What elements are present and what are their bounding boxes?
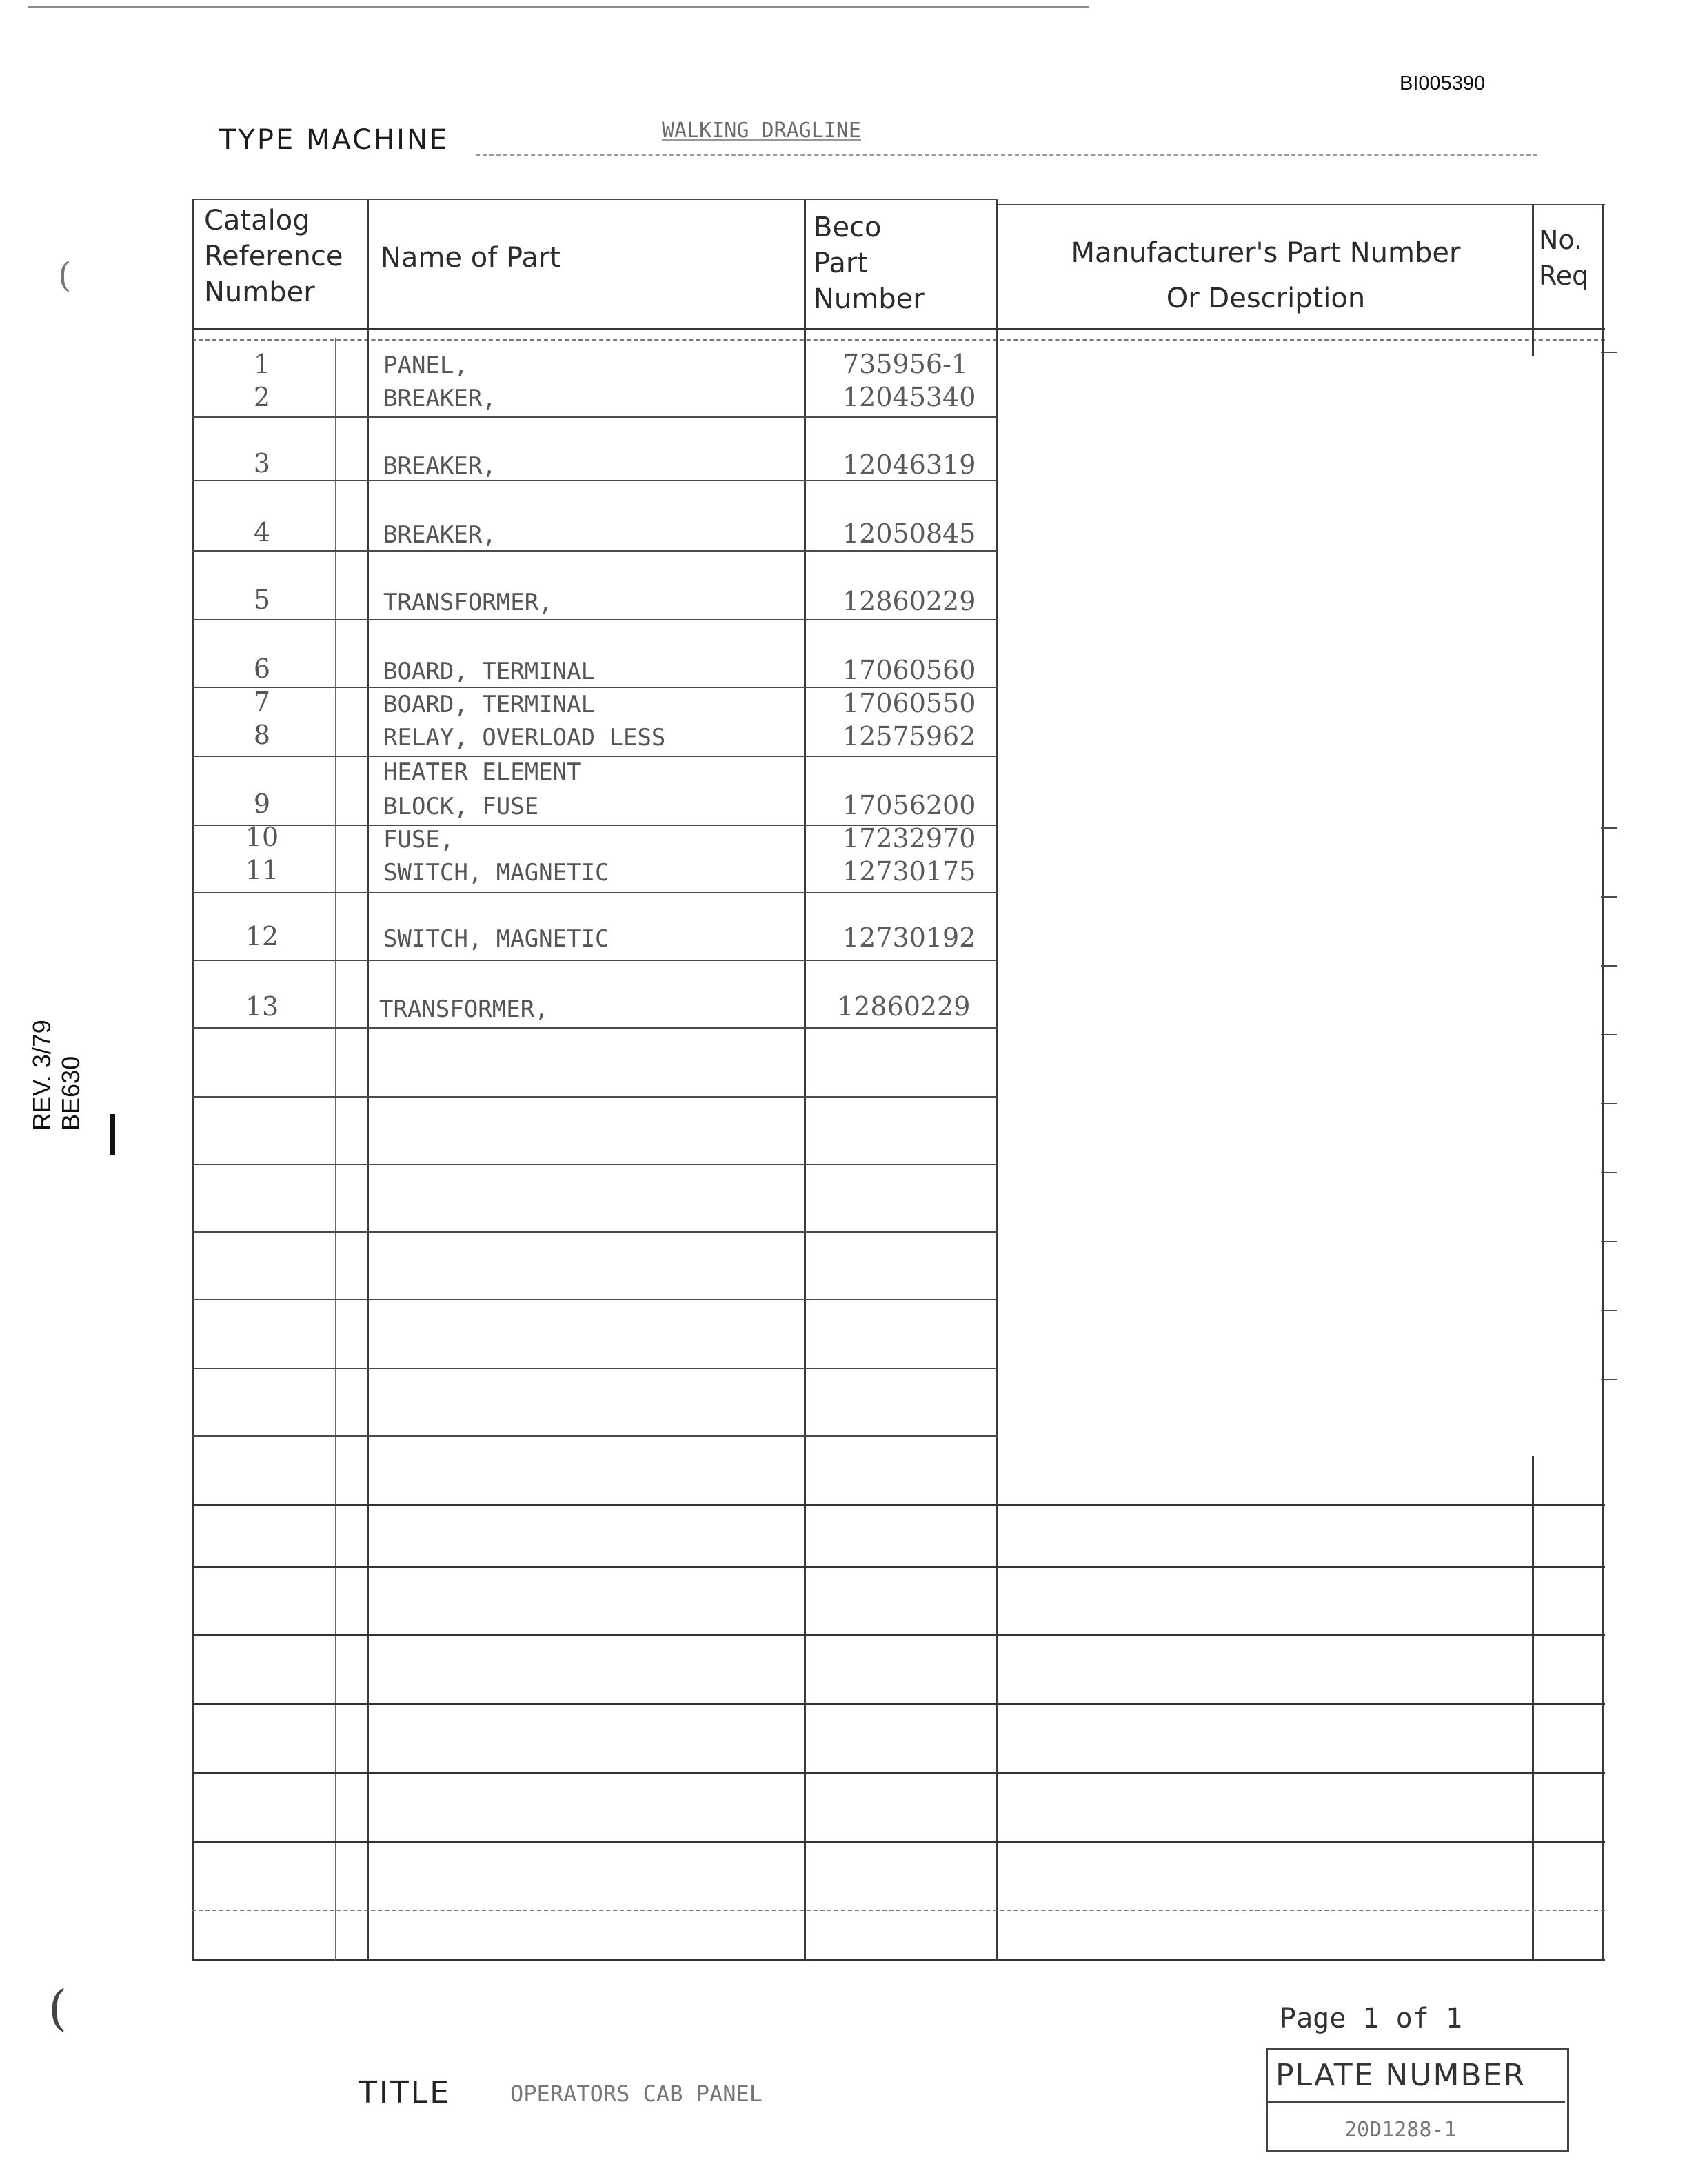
name-cell: FUSE, (383, 826, 454, 853)
row-rule-full (192, 1566, 1605, 1568)
margin-tick (1601, 827, 1617, 829)
name-cell: TRANSFORMER, (383, 589, 553, 616)
part-number-cell: 17060560 (842, 655, 976, 685)
margin-tick (1601, 1379, 1617, 1380)
part-number-cell: 12050845 (842, 518, 976, 549)
page-indicator: Page 1 of 1 (1280, 2003, 1462, 2034)
col-border-mfr-top (1532, 204, 1534, 356)
margin-bar (110, 1114, 115, 1155)
row-rule-full (192, 1910, 1605, 1911)
row-rule (192, 756, 997, 757)
ref-cell: 3 (253, 448, 271, 478)
ref-cell: 9 (253, 789, 271, 819)
ref-cell: 10 (245, 822, 279, 852)
margin-tick (1601, 352, 1617, 353)
header-req-line: Req (1539, 261, 1589, 291)
row-rule (192, 619, 997, 620)
name-cell: TRANSFORMER, (379, 995, 549, 1023)
row-rule-full (192, 1772, 1605, 1774)
title-label: TITLE (359, 2075, 452, 2110)
ref-cell: 11 (245, 855, 279, 885)
binding-mark: ( (48, 1980, 68, 2036)
margin-tick (1601, 896, 1617, 898)
row-rule (192, 550, 997, 552)
name-cell: BREAKER, (383, 385, 496, 412)
col-border-ref (367, 200, 369, 1961)
ref-cell: 2 (253, 382, 271, 412)
header-beco-line3: Number (814, 283, 925, 315)
name-cell: HEATER ELEMENT (383, 758, 581, 786)
type-machine-line (476, 154, 1537, 156)
binding-mark: ( (58, 255, 72, 295)
part-number-cell: 12730192 (842, 922, 976, 953)
table-top-border-right (998, 204, 1605, 205)
margin-tick (1601, 1103, 1617, 1104)
part-number-cell: 735956-1 (842, 349, 969, 379)
ref-cell: 8 (253, 720, 271, 750)
col-border-right (1602, 204, 1604, 1961)
type-machine-value: WALKING DRAGLINE (662, 119, 861, 143)
part-number-cell: 17060550 (842, 688, 976, 718)
margin-revision: REV. 3/79 (28, 1020, 56, 1131)
header-name-of-part: Name of Part (381, 242, 561, 274)
header-catalog (204, 203, 343, 310)
name-cell: RELAY, OVERLOAD LESS (383, 724, 666, 751)
row-rule-full (192, 1703, 1605, 1705)
part-number-cell: 17056200 (842, 790, 976, 820)
row-rule (192, 1368, 997, 1369)
header-beco-line2: Part (814, 247, 868, 279)
col-border-mfr-bottom (1532, 1456, 1534, 1961)
margin-tick (1601, 1241, 1617, 1242)
table-top-border (192, 199, 998, 200)
name-cell: BREAKER, (383, 452, 496, 480)
header-manufacturer (1018, 230, 1514, 321)
header-bottom-border-2 (192, 339, 1605, 341)
row-rule-full (192, 1634, 1605, 1636)
row-rule (192, 416, 997, 418)
header-bottom-border (192, 328, 1605, 330)
header-catalog-line3: Number (204, 276, 315, 308)
header-beco-line1: Beco (814, 212, 882, 243)
margin-revision-stamp (28, 1020, 85, 1131)
name-cell: BOARD, TERMINAL (383, 691, 596, 718)
name-cell: BOARD, TERMINAL (383, 658, 596, 685)
ref-cell: 5 (253, 585, 271, 615)
header-no-req (1539, 222, 1588, 294)
col-border-name (804, 200, 806, 1961)
name-cell: PANEL, (383, 352, 468, 379)
plate-number-value: 20D1288-1 (1344, 2118, 1457, 2142)
part-number-cell: 12730175 (842, 856, 976, 887)
header-mfr-line2: Or Description (1166, 283, 1366, 314)
name-cell: BREAKER, (383, 521, 496, 549)
margin-tick (1601, 965, 1617, 967)
title-value: OPERATORS CAB PANEL (510, 2081, 763, 2107)
col-border-beco (996, 200, 998, 1961)
plate-number-label: PLATE NUMBER (1275, 2058, 1526, 2093)
part-number-cell: 12575962 (842, 721, 976, 751)
col-border-left (192, 199, 194, 1961)
header-beco (814, 210, 925, 317)
name-cell: SWITCH, MAGNETIC (383, 925, 609, 953)
row-rule (192, 1164, 997, 1165)
row-rule (192, 1096, 997, 1098)
part-number-cell: 12860229 (837, 991, 971, 1022)
row-rule-full (192, 1841, 1605, 1843)
table-bottom-border (192, 1959, 1605, 1961)
row-rule-full (192, 1504, 1605, 1506)
margin-tick (1601, 1172, 1617, 1173)
row-rule (192, 1299, 997, 1300)
part-number-cell: 12860229 (842, 586, 976, 616)
header-catalog-line2: Reference (204, 241, 343, 272)
name-cell: BLOCK, FUSE (383, 793, 539, 820)
margin-tick (1601, 1310, 1617, 1311)
type-machine-label: TYPE MACHINE (219, 124, 450, 156)
row-rule (192, 1231, 997, 1233)
name-cell: SWITCH, MAGNETIC (383, 859, 609, 887)
header-catalog-line1: Catalog (204, 205, 310, 236)
document-id: BI005390 (1400, 72, 1486, 94)
row-rule (192, 1027, 997, 1029)
part-number-cell: 12046319 (842, 449, 976, 480)
ref-cell: 6 (253, 654, 271, 684)
ref-cell: 4 (253, 517, 271, 547)
ref-cell: 7 (253, 687, 271, 717)
plate-number-divider (1266, 2101, 1565, 2103)
part-number-cell: 17232970 (842, 823, 976, 853)
margin-tick (1601, 1034, 1617, 1035)
margin-form-number: BE630 (57, 1055, 85, 1131)
ref-cell: 12 (245, 921, 279, 951)
row-rule (192, 1435, 997, 1437)
ref-cell: 1 (253, 349, 271, 379)
row-rule (192, 892, 997, 893)
row-rule (192, 960, 997, 961)
header-no-line: No. (1539, 225, 1583, 255)
top-edge-line (28, 6, 1089, 8)
part-number-cell: 12045340 (842, 382, 976, 412)
row-rule (192, 480, 997, 481)
ref-cell: 13 (245, 991, 279, 1022)
col-border-ref-inner (335, 338, 336, 1961)
header-mfr-line1: Manufacturer's Part Number (1071, 237, 1461, 269)
